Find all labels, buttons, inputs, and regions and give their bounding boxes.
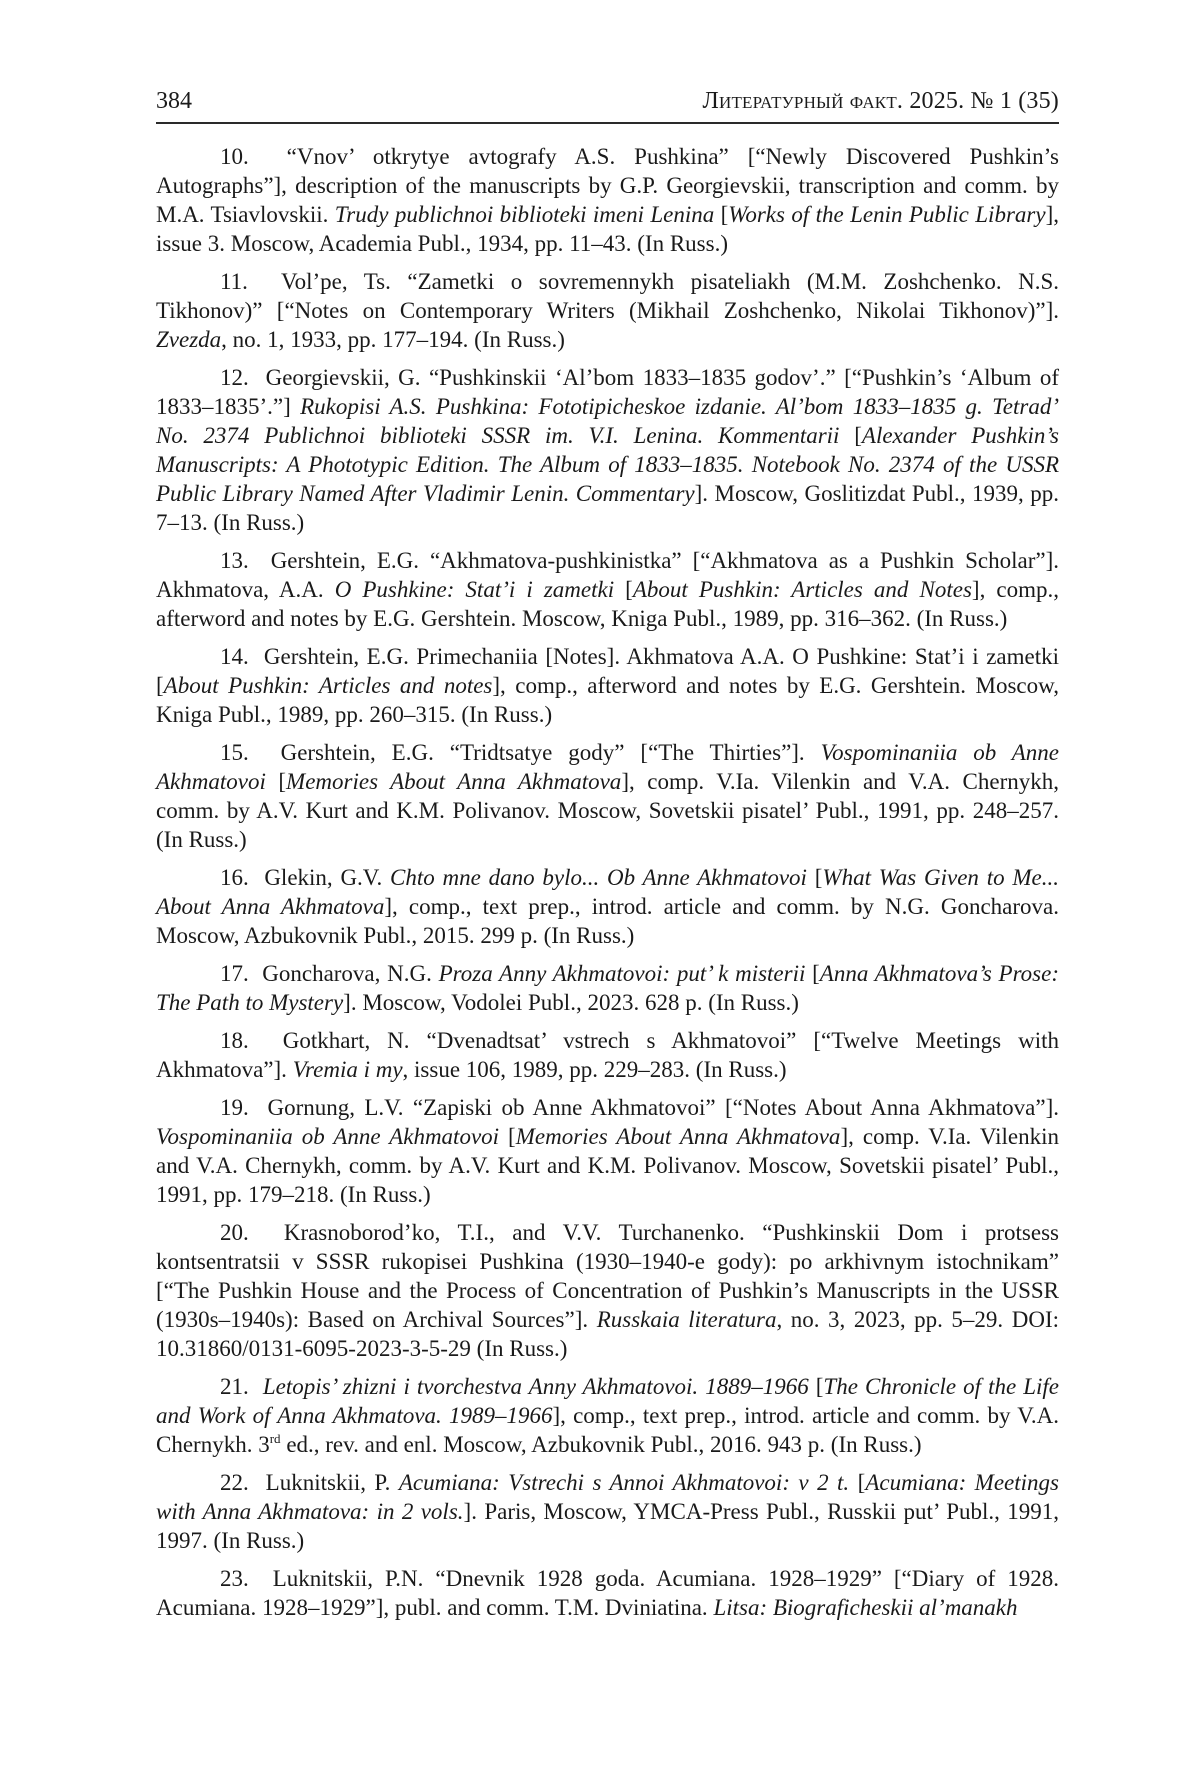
reference-text: ], comp. V.Ia. Vilenkin and V.A. Chernykh, comm. by A.V. Kurt and K.M. Polivanov. Moscow, Sovetskii pisatel’ Publ., 1991, pp. 179–218. (In Russ.)	[156, 1124, 1060, 1207]
reference-title-italic: Zvezda	[156, 327, 222, 352]
reference-title-italic: About Pushkin: Articles and Notes	[632, 577, 972, 602]
reference-text: ed., rev. and enl. Moscow, Azbukovnik Publ., 2016. 943 p. (In Russ.)	[280, 1432, 922, 1457]
reference-entry	[156, 1093, 1059, 1209]
reference-title-italic: Chto mne dano bylo... Ob Anne Akhmatovoi	[389, 865, 807, 890]
reference-entry	[156, 1564, 1059, 1622]
page-number: 384	[156, 88, 192, 114]
reference-title-italic: Vospominaniia ob Anne Akhmatovoi	[156, 1124, 500, 1149]
reference-text: Gornung, L.V. “Zapiski ob Anne Akhmatovoi” [“Notes About Anna Akhmatova”].	[267, 1095, 1060, 1120]
reference-text: , issue 106, 1989, pp. 229–283. (In Russ.)	[402, 1057, 787, 1082]
reference-entry	[156, 1372, 1059, 1459]
reference-title-italic: The Chronicle of the Life and Work of Anna Akhmatova. 1989–1966	[156, 1374, 1059, 1428]
reference-title-italic: Litsa: Biograficheskii al’manakh	[713, 1595, 1018, 1620]
journal-page	[156, 86, 1059, 1631]
reference-number: 10.	[220, 144, 249, 169]
reference-entry	[156, 642, 1059, 729]
reference-number: 18.	[220, 1028, 249, 1053]
reference-title-italic: O Pushkine: Stat’i i zametki	[334, 577, 615, 602]
reference-text: [	[806, 865, 823, 890]
reference-number: 11.	[220, 269, 248, 294]
reference-number: 23.	[220, 1566, 249, 1591]
running-head	[156, 86, 1059, 124]
reference-entry	[156, 863, 1059, 950]
reference-entry	[156, 546, 1059, 633]
reference-number: 17.	[220, 961, 249, 986]
reference-text: , no. 3, 2023, pp. 5–29. DOI: 10.31860/0131-6095-2023-3-5-29 (In Russ.)	[156, 1307, 1059, 1361]
reference-title-italic: Works of the Lenin Public Library	[728, 202, 1046, 227]
reference-number: 12.	[220, 365, 249, 390]
reference-text: ], comp., text prep., introd. article and comm. by N.G. Goncharova. Moscow, Azbukovnik Publ., 2015. 299 p. (In Russ.)	[156, 894, 1059, 948]
reference-text: ]. Moscow, Goslitizdat Publ., 1939, pp. 7–13. (In Russ.)	[156, 481, 1059, 535]
reference-title-italic: Memories About Anna Akhmatova	[515, 1124, 841, 1149]
reference-title-italic: Acumiana: Meetings with Anna Akhmatova: in 2 vols.	[156, 1470, 1059, 1524]
reference-text: rd	[269, 1431, 281, 1446]
reference-text: Vol’pe, Ts. “Zametki o sovremennykh pisateliakh (M.M. Zoshchenko. N.S. Tikhonov)” [“Notes on Contemporary Writers (Mikhail Zoshchenko, Nikolai Tikhonov)”].	[156, 269, 1059, 323]
reference-entry	[156, 267, 1059, 354]
reference-entry	[156, 1026, 1059, 1084]
reference-text: Gershtein, E.G. Primechaniia [Notes]. Akhmatova A.A. O Pushkine: Stat’i i zametki [	[156, 644, 1059, 698]
reference-entry	[156, 363, 1059, 537]
reference-number: 14.	[220, 644, 249, 669]
reference-title-italic: Letopis’ zhizni i tvorchestva Anny Akhmatovoi. 1889–1966	[262, 1374, 809, 1399]
reference-title-italic: Memories About Anna Akhmatova	[286, 769, 622, 794]
reference-text: [	[614, 577, 633, 602]
reference-text: , no. 1, 1933, pp. 177–194. (In Russ.)	[221, 327, 565, 352]
reference-number: 13.	[220, 548, 249, 573]
reference-title-italic: Proza Anny Akhmatovoi: put’ k misterii	[438, 961, 806, 986]
reference-title-italic: Anna Akhmatova’s Prose: The Path to Mystery	[156, 961, 1059, 1015]
reference-text: [	[805, 961, 820, 986]
journal-title: Литературный факт. 2025. № 1 (35)	[702, 88, 1059, 114]
reference-entry	[156, 959, 1059, 1017]
reference-number: 22.	[220, 1470, 249, 1495]
reference-text: “Vnov’ otkrytye avtografy A.S. Pushkina” [“Newly Discovered Pushkin’s Autographs”], description of the manuscripts by G.P. Georgievskii, transcription and comm. by M.A. Tsiavlovskii.	[156, 144, 1060, 227]
reference-entry	[156, 142, 1059, 258]
reference-text: [	[714, 202, 729, 227]
reference-text: [	[849, 1470, 866, 1495]
reference-number: 16.	[220, 865, 249, 890]
reference-number: 21.	[220, 1374, 249, 1399]
reference-text: Gershtein, E.G. “Tridtsatye gody” [“The Thirties”].	[280, 740, 821, 765]
reference-text: Goncharova, N.G.	[262, 961, 439, 986]
reference-entry	[156, 738, 1059, 854]
reference-number: 15.	[220, 740, 249, 765]
reference-title-italic: Trudy publichnoi biblioteki imeni Lenina	[334, 202, 715, 227]
reference-title-italic: Vospominaniia ob Anne Akhmatovoi	[156, 740, 1060, 794]
reference-title-italic: Rukopisi A.S. Pushkina: Fototipicheskoe izdanie. Al’bom 1833–1835 g. Tetrad’ No. 2374 Publichnoi biblioteki SSSR im. V.I. Lenina. Kommentarii	[156, 394, 1059, 448]
reference-title-italic: About Pushkin: Articles and notes	[163, 673, 493, 698]
reference-text: Luknitskii, P.N. “Dnevnik 1928 goda. Acumiana. 1928–1929” [“Diary of 1928. Acumiana. 1928–1929”], publ. and comm. T.M. Dviniatina.	[156, 1566, 1060, 1620]
reference-text: ], comp., text prep., introd. article and comm. by V.A. Chernykh. 3	[156, 1403, 1059, 1457]
reference-text: ]. Paris, Moscow, YMCA-Press Publ., Russkii put’ Publ., 1991, 1997. (In Russ.)	[156, 1499, 1060, 1553]
reference-text: Georgievskii, G. “Pushkinskii ‘Al’bom 1833–1835 godov’.” [“Pushkin’s ‘Album of 1833–1835’.”]	[156, 365, 1059, 419]
reference-text: [	[499, 1124, 516, 1149]
reference-text: [	[808, 1374, 824, 1399]
reference-title-italic: Russkaia literatura	[596, 1307, 777, 1332]
reference-text: ], comp., afterword and notes by E.G. Gershtein. Moscow, Kniga Publ., 1989, pp. 260–315. (In Russ.)	[156, 673, 1059, 727]
reference-text: [	[839, 423, 862, 448]
reference-title-italic: Vremia i my	[292, 1057, 403, 1082]
reference-list	[156, 142, 1059, 1622]
reference-text: Krasnoborod’ko, T.I., and V.V. Turchanenko. “Pushkinskii Dom i protsess kontsentratsii v SSSR rukopisei Pushkina (1930–1940-e gody): po arkhivnym istochnikam” [“The Pushkin House and the Process of Concentration of Pushkin’s Manuscripts in the USSR (1930s–1940s): Based on Archival Sources”].	[156, 1220, 1059, 1332]
reference-number: 20.	[220, 1220, 249, 1245]
reference-text: Gotkhart, N. “Dvenadtsat’ vstrech s Akhmatovoi” [“Twelve Meetings with Akhmatova”].	[156, 1028, 1059, 1082]
reference-text: ], issue 3. Moscow, Academia Publ., 1934, pp. 11–43. (In Russ.)	[156, 202, 1059, 256]
reference-title-italic: Acumiana: Vstrechi s Annoi Akhmatovoi: v 2 t.	[398, 1470, 850, 1495]
reference-text: Glekin, G.V.	[264, 865, 390, 890]
reference-text: ], comp., afterword and notes by E.G. Gershtein. Moscow, Kniga Publ., 1989, pp. 316–362. (In Russ.)	[156, 577, 1059, 631]
reference-text: ], comp. V.Ia. Vilenkin and V.A. Chernykh, comm. by A.V. Kurt and K.M. Polivanov. Moscow, Sovetskii pisatel’ Publ., 1991, pp. 248–257. (In Russ.)	[156, 769, 1059, 852]
reference-entry	[156, 1218, 1059, 1363]
reference-text: Luknitskii, P.	[265, 1470, 399, 1495]
reference-text: [	[265, 769, 287, 794]
reference-entry	[156, 1468, 1059, 1555]
reference-number: 19.	[220, 1095, 249, 1120]
reference-text: ]. Moscow, Vodolei Publ., 2023. 628 p. (In Russ.)	[343, 990, 799, 1015]
reference-title-italic: What Was Given to Me... About Anna Akhmatova	[156, 865, 1059, 919]
reference-title-italic: Alexander Pushkin’s Manuscripts: A Phototypic Edition. The Album of 1833–1835. Notebook No. 2374 of the USSR Public Library Named After Vladimir Lenin. Commentary	[156, 423, 1059, 506]
reference-text: Gershtein, E.G. “Akhmatova-pushkinistka” [“Akhmatova as a Pushkin Scholar”]. Akhmatova, A.A.	[156, 548, 1059, 602]
